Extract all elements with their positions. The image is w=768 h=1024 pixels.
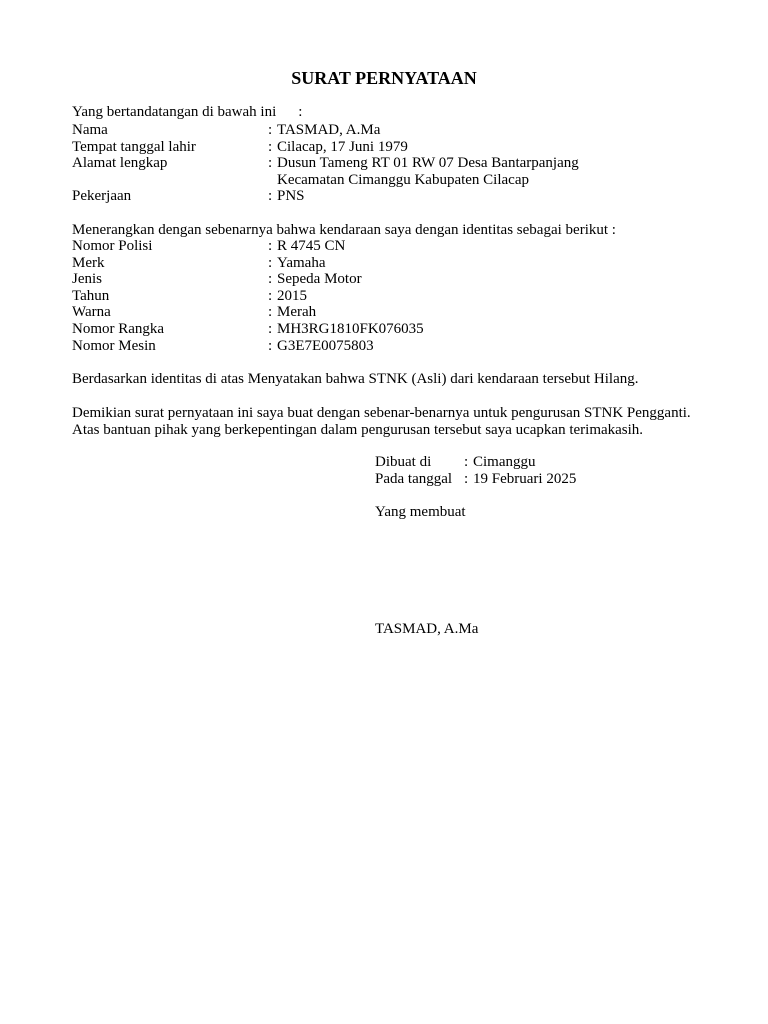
separator: :: [268, 287, 273, 304]
vehicle-table: [72, 238, 424, 354]
intro-label: Yang bertandatangan di bawah ini: [72, 104, 277, 120]
place-value: Cimanggu: [473, 454, 536, 470]
vehicle-value: Yamaha: [277, 254, 326, 271]
identity-label: Nama: [72, 122, 108, 138]
separator: :: [268, 254, 273, 271]
separator: :: [268, 155, 273, 172]
vehicle-row: [72, 288, 424, 305]
separator: :: [268, 238, 273, 254]
vehicle-label: Merk: [72, 254, 105, 271]
identity-row-pekerjaan: [72, 188, 579, 205]
maker-label: Yang membuat: [375, 504, 466, 520]
identity-row-nama: [72, 122, 579, 139]
closing-line-1: Demikian surat pernyataan ini saya buat dengan sebenar-benarnya untuk pengurusan STNK Pengganti.: [72, 405, 691, 421]
date-value: 19 Februari 2025: [473, 471, 577, 487]
separator: :: [464, 454, 469, 470]
intro-colon: :: [298, 104, 303, 120]
identity-label: Alamat lengkap: [72, 155, 168, 172]
document-title: SURAT PERNYATAAN: [291, 68, 477, 88]
vehicle-value: R 4745 CN: [277, 238, 346, 254]
vehicle-label: Warna: [72, 304, 111, 321]
separator: :: [268, 271, 273, 288]
identity-row-ttl: [72, 139, 579, 156]
identity-label: Tempat tanggal lahir: [72, 138, 196, 155]
vehicle-row: [72, 255, 424, 272]
vehicle-row: [72, 338, 424, 355]
identity-label: Pekerjaan: [72, 188, 132, 205]
separator: :: [268, 122, 273, 138]
identity-value-address: [277, 155, 579, 188]
identity-value: PNS: [277, 188, 305, 205]
closing-line-2: Atas bantuan pihak yang berkepentingan dalam pengurusan tersebut saya ucapkan terimakasih.: [72, 421, 644, 438]
separator: :: [268, 337, 273, 354]
statement-paragraph: Berdasarkan identitas di atas Menyatakan bahwa STNK (Asli) dari kendaraan tersebut Hilang.: [72, 371, 639, 387]
identity-value: Cilacap, 17 Juni 1979: [277, 138, 408, 155]
identity-value: TASMAD, A.Ma: [277, 122, 381, 138]
vehicle-label: Nomor Polisi: [72, 238, 153, 254]
vehicle-value: Merah: [277, 304, 317, 321]
vehicle-intro: Menerangkan dengan sebenarnya bahwa kendaraan saya dengan identitas sebagai berikut :: [72, 222, 616, 238]
vehicle-value: 2015: [277, 287, 307, 304]
signature-place-row: [375, 454, 576, 471]
separator: :: [268, 304, 273, 321]
signer-name: TASMAD, A.Ma: [375, 621, 479, 637]
vehicle-label: Nomor Mesin: [72, 337, 156, 354]
vehicle-row: [72, 238, 424, 255]
separator: :: [268, 188, 273, 205]
address-line-1: Dusun Tameng RT 01 RW 07 Desa Bantarpanjang: [277, 155, 579, 172]
date-label: Pada tanggal: [375, 471, 453, 487]
vehicle-row: [72, 304, 424, 321]
identity-row-alamat: [72, 155, 579, 188]
vehicle-value: MH3RG1810FK076035: [277, 320, 424, 337]
vehicle-label: Tahun: [72, 287, 110, 304]
closing-paragraph: [72, 405, 691, 438]
vehicle-value: Sepeda Motor: [277, 271, 362, 288]
place-label: Dibuat di: [375, 454, 432, 470]
vehicle-value: G3E7E0075803: [277, 337, 374, 354]
signature-date-row: [375, 471, 576, 488]
vehicle-row: [72, 321, 424, 338]
vehicle-label: Nomor Rangka: [72, 320, 165, 337]
separator: :: [464, 471, 469, 487]
vehicle-row: [72, 271, 424, 288]
separator: :: [268, 320, 273, 337]
vehicle-label: Jenis: [72, 271, 102, 288]
identity-table: [72, 122, 579, 205]
signature-block: [375, 454, 576, 488]
intro-line: [72, 104, 302, 121]
separator: :: [268, 138, 273, 155]
address-line-2: Kecamatan Cimanggu Kabupaten Cilacap: [277, 171, 529, 188]
